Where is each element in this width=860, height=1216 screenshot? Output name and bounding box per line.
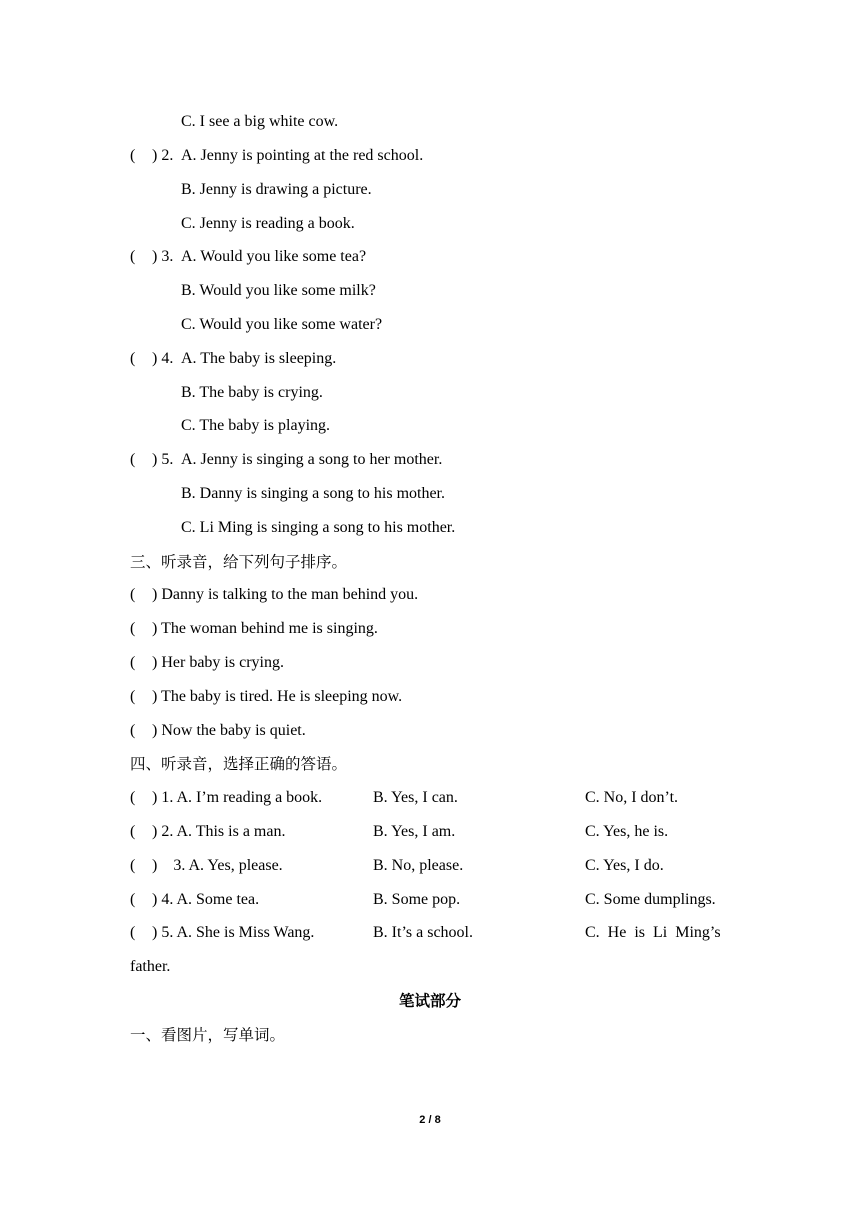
option-b: B. Yes, I am. bbox=[373, 823, 456, 840]
q4-option-c: C. The baby is playing. bbox=[181, 417, 331, 434]
option-a: ) 4. A. Some tea. bbox=[152, 891, 260, 908]
answer-paren: ( bbox=[130, 789, 136, 806]
answer-paren: ( bbox=[130, 688, 136, 705]
q1-option-c: C. I see a big white cow. bbox=[181, 113, 339, 130]
ordering-sentence: ) Danny is talking to the man behind you. bbox=[152, 586, 419, 603]
ordering-sentence: ) The woman behind me is singing. bbox=[152, 620, 378, 637]
answer-paren: ( bbox=[130, 620, 136, 637]
ordering-sentence: ) Now the baby is quiet. bbox=[152, 722, 306, 739]
q2-option-b: B. Jenny is drawing a picture. bbox=[181, 181, 372, 198]
question-number: ) 3. bbox=[152, 248, 174, 265]
option-c: C. He is Li Ming’s bbox=[585, 924, 721, 941]
option-b: B. No, please. bbox=[373, 857, 464, 874]
option-a: ) 3. A. Yes, please. bbox=[152, 857, 283, 874]
answer-paren: ( bbox=[130, 891, 136, 908]
answer-paren: ( bbox=[130, 586, 136, 603]
q4-option-b: B. The baby is crying. bbox=[181, 384, 323, 401]
q5-option-a: A. Jenny is singing a song to her mother. bbox=[181, 451, 443, 468]
ordering-sentence: ) Her baby is crying. bbox=[152, 654, 284, 671]
q3-option-c: C. Would you like some water? bbox=[181, 316, 383, 333]
answer-paren: ( bbox=[130, 248, 136, 265]
page-number: 2 / 8 bbox=[419, 1114, 441, 1126]
option-c: C. Yes, he is. bbox=[585, 823, 669, 840]
q4-option-a: A. The baby is sleeping. bbox=[181, 350, 337, 367]
answer-paren: ( bbox=[130, 924, 136, 941]
q3-option-a: A. Would you like some tea? bbox=[181, 248, 367, 265]
answer-paren: ( bbox=[130, 451, 136, 468]
option-c: C. Some dumplings. bbox=[585, 891, 716, 908]
option-a: ) 1. A. I’m reading a book. bbox=[152, 789, 323, 806]
option-c: C. Yes, I do. bbox=[585, 857, 664, 874]
option-b: B. It’s a school. bbox=[373, 924, 473, 941]
q5-option-c: C. Li Ming is singing a song to his mother. bbox=[181, 519, 456, 536]
answer-paren: ( bbox=[130, 654, 136, 671]
option-a: ) 2. A. This is a man. bbox=[152, 823, 286, 840]
question-number: ) 2. bbox=[152, 147, 174, 164]
q5-option-b: B. Danny is singing a song to his mother. bbox=[181, 485, 445, 502]
ordering-sentence: ) The baby is tired. He is sleeping now. bbox=[152, 688, 403, 705]
section-heading: 三、听录音，给下列句子排序。 bbox=[130, 553, 348, 571]
option-c: C. No, I don’t. bbox=[585, 789, 679, 806]
q2-option-a: A. Jenny is pointing at the red school. bbox=[181, 147, 424, 164]
answer-paren: ( bbox=[130, 823, 136, 840]
q3-option-b: B. Would you like some milk? bbox=[181, 282, 376, 299]
written-part-title: 笔试部分 bbox=[398, 992, 461, 1010]
question-number: ) 5. bbox=[152, 451, 174, 468]
question-number: ) 4. bbox=[152, 350, 174, 367]
option-b: B. Some pop. bbox=[373, 891, 461, 908]
section-heading: 四、听录音，选择正确的答语。 bbox=[130, 755, 348, 773]
option-b: B. Yes, I can. bbox=[373, 789, 458, 806]
section-heading: 一、看图片，写单词。 bbox=[130, 1026, 286, 1044]
answer-paren: ( bbox=[130, 857, 136, 874]
option-a: ) 5. A. She is Miss Wang. bbox=[152, 924, 315, 941]
answer-paren: ( bbox=[130, 722, 136, 739]
q2-option-c: C. Jenny is reading a book. bbox=[181, 215, 355, 232]
answer-paren: ( bbox=[130, 350, 136, 367]
answer-paren: ( bbox=[130, 147, 136, 164]
wrapped-text: father. bbox=[130, 958, 171, 975]
